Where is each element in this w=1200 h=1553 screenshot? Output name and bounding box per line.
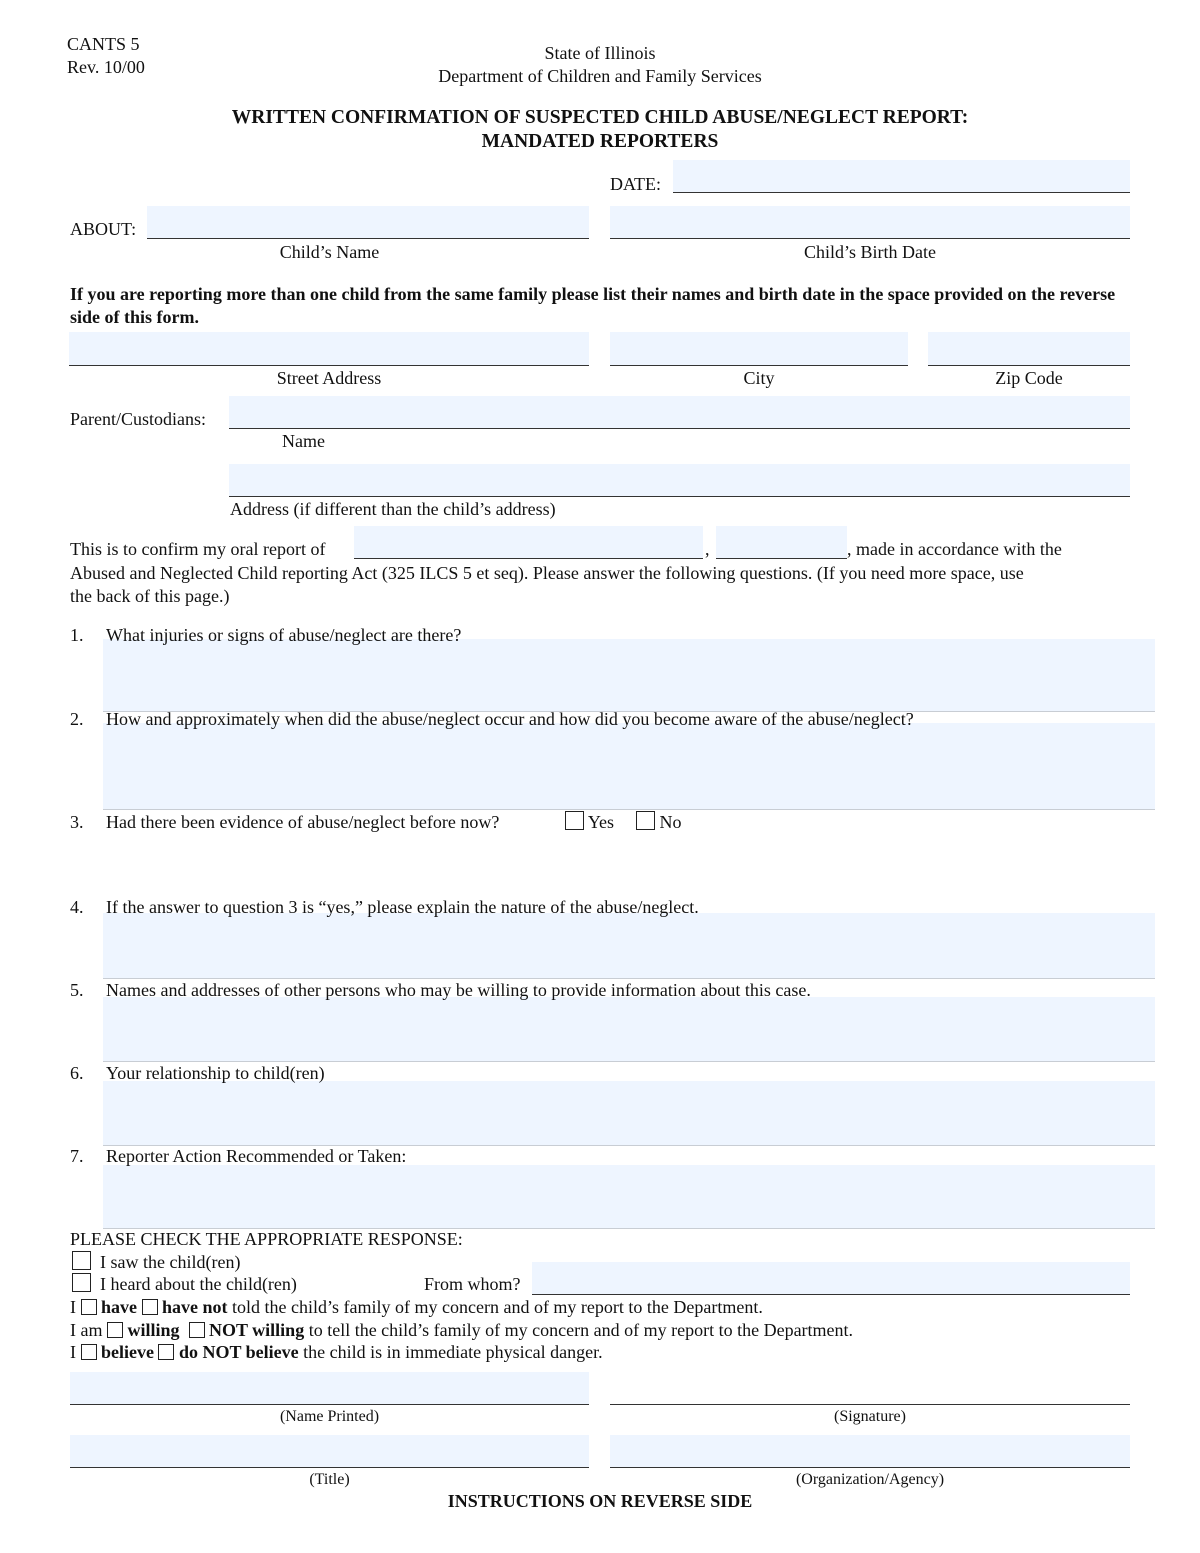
q2-answer-field[interactable]: [103, 723, 1155, 810]
title-field[interactable]: [70, 1435, 589, 1468]
q5-number: 5.: [70, 980, 84, 1000]
q3-no-option[interactable]: [636, 811, 682, 833]
willing-label: willing: [127, 1320, 180, 1340]
confirm-line3: the back of this page.): [70, 586, 230, 606]
q1-answer-field[interactable]: [103, 639, 1155, 712]
oral-report-date-field[interactable]: [354, 526, 703, 559]
response-heading: PLEASE CHECK THE APPROPRIATE RESPONSE:: [70, 1229, 463, 1249]
name-printed-field[interactable]: [70, 1372, 589, 1405]
form-code: CANTS 5: [67, 34, 140, 54]
saw-child-label: I saw the child(ren): [100, 1252, 241, 1272]
from-whom-label: From whom?: [424, 1274, 521, 1294]
believe-line: [70, 1341, 603, 1363]
have-label: have: [101, 1297, 137, 1317]
q3-no-checkbox[interactable]: [636, 811, 655, 830]
q6-number: 6.: [70, 1063, 84, 1083]
street-address-caption: Street Address: [276, 368, 382, 388]
q3-text: Had there been evidence of abuse/neglect before now?: [106, 812, 500, 832]
q3-number: 3.: [70, 812, 84, 832]
believe-label: believe: [101, 1342, 154, 1362]
child-birth-date-caption: Child’s Birth Date: [804, 242, 936, 262]
form-subtitle: MANDATED REPORTERS: [481, 131, 719, 152]
believe-checkbox[interactable]: [81, 1344, 97, 1360]
q4-number: 4.: [70, 897, 84, 917]
heard-child-option[interactable]: [72, 1273, 297, 1295]
have-told-line: [70, 1296, 763, 1318]
title-caption: (Title): [309, 1471, 350, 1488]
not-believe-checkbox[interactable]: [158, 1344, 174, 1360]
not-willing-label: NOT willing: [209, 1320, 305, 1340]
street-address-field[interactable]: [69, 332, 589, 366]
willing-line: [70, 1319, 853, 1341]
child-name-caption: Child’s Name: [279, 242, 380, 262]
organization-caption: (Organization/Agency): [795, 1471, 945, 1488]
child-birth-date-field[interactable]: [610, 206, 1130, 239]
confirm-prefix: This is to confirm my oral report of: [70, 539, 326, 559]
q7-text: Reporter Action Recommended or Taken:: [106, 1146, 407, 1166]
date-field[interactable]: [673, 160, 1130, 193]
q3-no-label: No: [659, 812, 682, 832]
confirm-line2: Abused and Neglected Child reporting Act (325 ILCS 5 et seq). Please answer the following questions. (If you need more space, use: [70, 563, 1024, 583]
q4-answer-field[interactable]: [103, 913, 1155, 979]
believe-prefix: I: [70, 1342, 76, 1362]
child-name-field[interactable]: [147, 206, 589, 239]
q6-answer-field[interactable]: [103, 1081, 1155, 1146]
parent-name-caption: Name: [282, 431, 325, 451]
signature-line[interactable]: [610, 1404, 1130, 1405]
q5-text: Names and addresses of other persons who may be willing to provide information about this case.: [106, 980, 811, 1000]
name-printed-caption: (Name Printed): [279, 1408, 380, 1425]
city-caption: City: [743, 368, 775, 388]
q1-text: What injuries or signs of abuse/neglect are there?: [106, 625, 462, 645]
not-willing-checkbox[interactable]: [189, 1322, 205, 1338]
department-name: Department of Children and Family Services: [438, 66, 762, 86]
q2-text: How and approximately when did the abuse/neglect occur and how did you become aware of the abuse/neglect?: [106, 709, 914, 729]
q2-number: 2.: [70, 709, 84, 729]
q1-number: 1.: [70, 625, 84, 645]
believe-rest: the child is in immediate physical danger.: [303, 1342, 603, 1362]
q5-answer-field[interactable]: [103, 997, 1155, 1062]
parent-address-field[interactable]: [229, 464, 1130, 497]
parent-name-field[interactable]: [229, 396, 1130, 429]
about-label: ABOUT:: [70, 219, 137, 239]
zip-code-field[interactable]: [928, 332, 1130, 366]
q3-yes-option[interactable]: [565, 811, 614, 833]
q3-yes-checkbox[interactable]: [565, 811, 584, 830]
q7-answer-field[interactable]: [103, 1165, 1155, 1229]
q4-text: If the answer to question 3 is “yes,” please explain the nature of the abuse/neglect.: [106, 897, 699, 917]
q6-text: Your relationship to child(ren): [106, 1063, 325, 1083]
willing-rest: to tell the child’s family of my concern and of my report to the Department.: [308, 1320, 854, 1340]
state-name: State of Illinois: [544, 43, 656, 63]
confirm-comma: ,: [705, 539, 710, 559]
willing-checkbox[interactable]: [107, 1322, 123, 1338]
heard-child-checkbox[interactable]: [72, 1273, 91, 1292]
zip-code-caption: Zip Code: [995, 368, 1063, 388]
q7-number: 7.: [70, 1146, 84, 1166]
not-believe-label: do NOT believe: [178, 1342, 299, 1362]
reverse-side-notice: INSTRUCTIONS ON REVERSE SIDE: [447, 1491, 753, 1511]
multiple-children-notice: If you are reporting more than one child from the same family please list their names and birth date in the space provided on the reverse side of this form.: [70, 284, 1116, 327]
form-revision: Rev. 10/00: [67, 57, 145, 77]
organization-field[interactable]: [610, 1435, 1130, 1468]
have-checkbox[interactable]: [81, 1299, 97, 1315]
signature-caption: (Signature): [834, 1408, 906, 1425]
have-rest: told the child’s family of my concern and of my report to the Department.: [232, 1297, 763, 1317]
heard-child-label: I heard about the child(ren): [100, 1274, 297, 1294]
have-not-label: have not: [162, 1297, 228, 1317]
saw-child-checkbox[interactable]: [72, 1251, 91, 1270]
willing-prefix: I am: [70, 1320, 103, 1340]
parent-custodians-label: Parent/Custodians:: [70, 409, 206, 429]
city-field[interactable]: [610, 332, 908, 366]
from-whom-field[interactable]: [532, 1262, 1130, 1295]
parent-address-caption: Address (if different than the child’s address): [230, 499, 556, 519]
date-label: DATE:: [610, 174, 661, 194]
have-prefix: I: [70, 1297, 76, 1317]
have-not-checkbox[interactable]: [142, 1299, 158, 1315]
form-title: WRITTEN CONFIRMATION OF SUSPECTED CHILD ABUSE/NEGLECT REPORT:: [231, 107, 969, 128]
oral-report-time-field[interactable]: [716, 526, 847, 559]
saw-child-option[interactable]: [72, 1251, 240, 1273]
confirm-suffix: , made in accordance with the: [847, 539, 1062, 559]
q3-yes-label: Yes: [587, 812, 615, 832]
